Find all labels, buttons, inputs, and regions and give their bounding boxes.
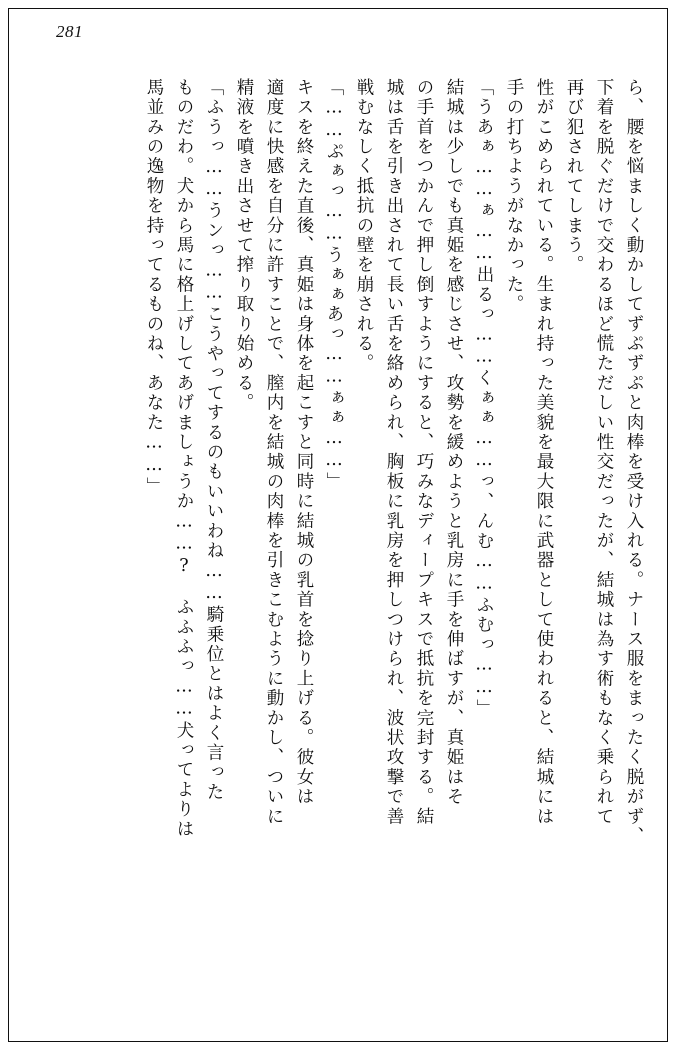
text-line: ら、腰を悩ましく動かしてずぷずぷと肉棒を受け入れる。ナース服をまったく脱がず、 — [624, 78, 644, 847]
text-line: 適度に快感を自分に許すことで、膣内を結城の肉棒を引きこむように動かし、ついに — [264, 78, 284, 827]
text-line: 馬並みの逸物を持ってるものね、あなた……」 — [144, 78, 164, 497]
text-line: 性がこめられている。生まれ持った美貌を最大限に武器として使われると、結城には — [534, 78, 554, 827]
text-line: 精液を噴き出させて搾り取り始める。 — [234, 78, 254, 413]
text-line: ものだわ。犬から馬に格上げしてあげましょうか……? ふふふっ……犬ってよりは — [174, 78, 194, 840]
text-line: 手の打ちようがなかった。 — [504, 78, 524, 315]
text-line: 戦むなしく抵抗の壁を崩される。 — [354, 78, 374, 374]
text-line: の手首をつかんで押し倒すようにすると、巧みなディープキスで抵抗を完封する。結 — [414, 78, 434, 827]
text-line: 再び犯されてしまう。 — [564, 78, 584, 275]
body-text — [28, 78, 642, 1008]
text-line: キスを終えた直後、真姫は身体を起こすと同時に結城の乳首を捻り上げる。彼女は — [294, 78, 314, 807]
text-line: 「うあぁ……ぁ……出るっ……くぁぁ……っ、んむ……ふむっ……」 — [474, 78, 494, 719]
text-line: 城は舌を引き出されて長い舌を絡められ、胸板に乳房を押しつけられ、波状攻撃で善 — [384, 78, 404, 827]
text-line: 下着を脱ぐだけで交わるほど慌ただしい性交だったが、結城は為す術もなく乗られて — [594, 78, 614, 827]
text-line: 結城は少しでも真姫を感じさせ、攻勢を緩めようと乳房に手を伸ばすが、真姫はそ — [444, 78, 464, 807]
page-number: 281 — [56, 22, 83, 41]
text-line: 「ふうっ……うンっ……こうやってするのもいいわね……騎乗位とはよく言った — [204, 78, 224, 803]
text-line: 「……ぷぁっ……うぁぁあっ……ぁぁ……」 — [324, 78, 344, 492]
